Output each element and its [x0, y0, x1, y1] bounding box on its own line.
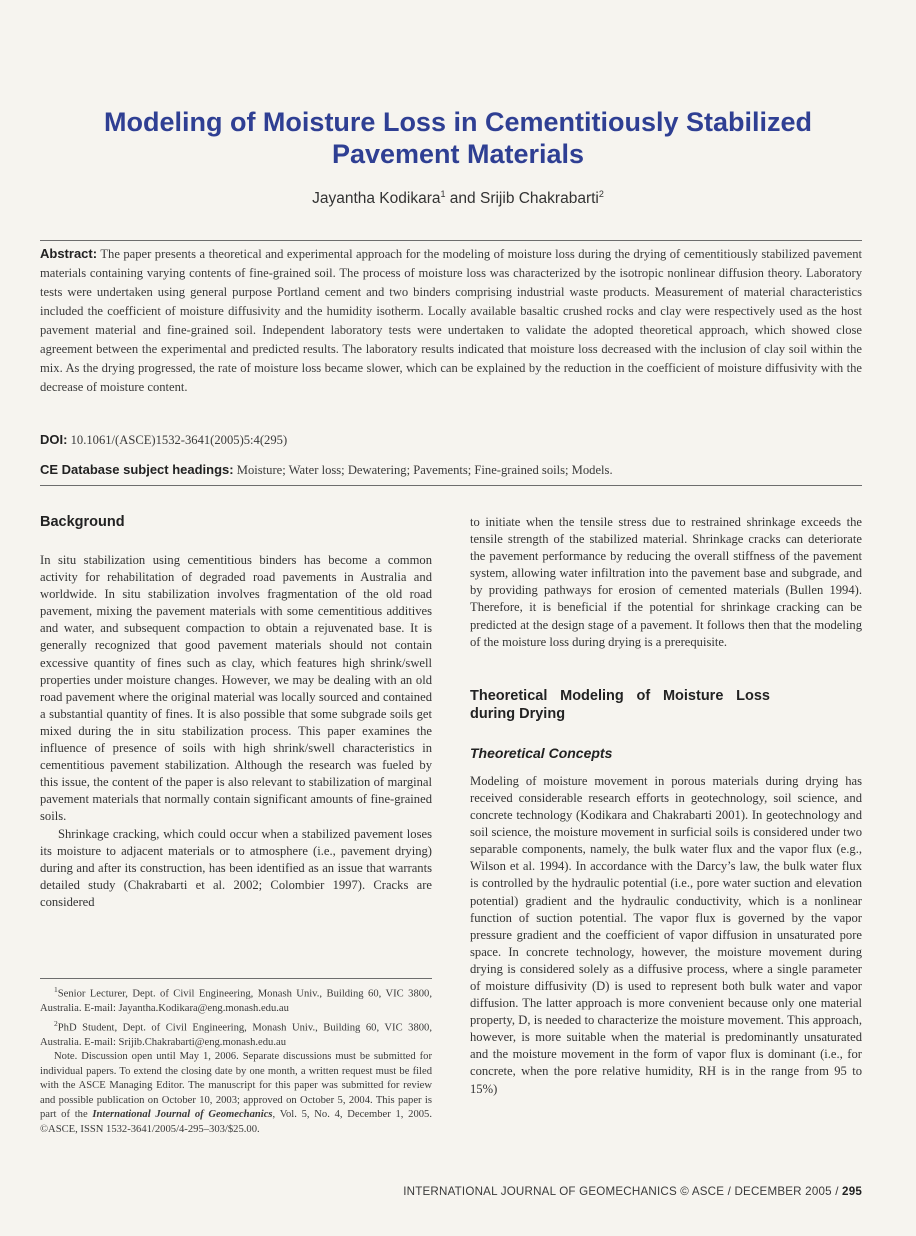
paragraph: Shrinkage cracking, which could occur when a stabilized pavement loses its moisture to adjacent materials or to atmosphere (i.e., pavement drying) during and after its construction, has been identified as an issue that warrants detailed study (Chakrabarti et al. 2002; Colombier 1997). Cracks are considered: [40, 826, 432, 909]
note-text-b: , Vol. 5, No. 4, December 1, 2005. ©ASCE, ISSN 1532-3641/2005/4-295–303/$25.00.: [40, 1109, 432, 1135]
subject-headings-label: CE Database subject headings:: [40, 462, 234, 477]
doi-value: 10.1061/(ASCE)1532-3641(2005)5:4(295): [70, 433, 288, 447]
paragraph: Modeling of moisture movement in porous materials during drying has received considerable research efforts in geotechnology, soil science, and concrete technology (Kodikara and Chakrabarti 2001). In geotechnology and soil science, the moisture movement in surficial soils is considered under two separable components, namely, the bulk water flux and the vapor flux (e.g., Wilson et al. 1994). In accordance with the Darcy’s law, the bulk water flux is controlled by the hydraulic potential (i.e., pore water suction and elevation potential) gradient and the hydraulic conductivity, which is a nonlinear function of suction potential. The vapor flux is governed by the vapor pressure gradient and the coefficient of vapor diffusion in unsaturated pore space. In concrete technology, however, the moisture movement during drying is considered solely as a diffusive process, where a single parameter of moisture diffusivity (D) is used to represent both bulk water and vapor diffusion. The latter approach is more convenient because only one material property, D, is needed to characterize the moisture movement. This approach, however, is more suitable when the material is predominantly unsaturated and the moisture movement in the form of vapor flux is dominant (i.e., for concrete, when the pore relative humidity, RH is in the range from 95 to 15%): [470, 773, 862, 1096]
abstract-label: Abstract:: [40, 246, 98, 261]
footnote-2-mark: 2: [54, 1018, 58, 1028]
footnotes: [40, 983, 432, 1137]
abstract-top-rule: [40, 240, 862, 241]
footer-journal: INTERNATIONAL JOURNAL OF GEOMECHANICS © ASCE / DECEMBER 2005 /: [403, 1185, 843, 1198]
paper-title: Modeling of Moisture Loss in Cementitiously Stabilized Pavement Materials: [103, 107, 813, 169]
discussion-note: [40, 1050, 432, 1137]
abstract-text: The paper presents a theoretical and experimental approach for the modeling of moisture loss during the drying of cementitiously stabilized pavement materials containing varying contents of fine-grained soil. The process of moisture loss was characterized by the isotropic nonlinear diffusion theory. Laboratory tests were undertaken using general purpose Portland cement and two binders comprising industrial waste products. Measurement of material characteristics included the coefficient of moisture diffusivity and the humidity isotherm. Locally available basaltic crushed rocks and clay were respectively used as the host pavement material and fine-grained soil. Independent laboratory tests were undertaken to validate the adopted theoretical approach, which showed close agreement between the experimental and predicted results. The laboratory results indicated that moisture loss decreased with the inclusion of clay soil within the mix. As the drying progressed, the rate of moisture loss became slower, which can be explained by the reduction in the coefficient of moisture diffusivity with the decrease of moisture content.: [40, 247, 863, 394]
footnote-1: [40, 983, 432, 1017]
footnote-2: [40, 1017, 432, 1051]
section-heading-theoretical-modeling: Theoretical Modeling of Moisture Loss during Drying: [470, 687, 770, 722]
abstract-bottom-rule: [40, 485, 862, 486]
left-column: [40, 513, 432, 911]
footnote-rule: [40, 978, 432, 979]
author-2: Srijib Chakrabarti: [479, 190, 599, 208]
subject-headings-value: Moisture; Water loss; Dewatering; Pavements; Fine-grained soils; Models.: [236, 463, 613, 477]
author-1-mark: 1: [440, 189, 446, 199]
paragraph: to initiate when the tensile stress due to restrained shrinkage exceeds the tensile strength of the stabilized material. Shrinkage cracks can deteriorate the pavement performance by reducing the overall stiffness of the pavement system, allowing water infiltration into the pavement base and subgrade, and by providing pathways for erosion of cemented materials (Bullen 1994). Therefore, it is beneficial if the potential for shrinkage cracking can be predicted at the design stage of a pavement. It follows then that the modeling of the moisture loss during drying is a prerequisite.: [470, 515, 862, 649]
page-number: 295: [842, 1185, 862, 1198]
footnote-1-text: Senior Lecturer, Dept. of Civil Engineering, Monash Univ., Building 60, VIC 3800, Australia. E-mail: Jayantha.Kodikara@eng.monash.edu.au: [40, 988, 432, 1015]
footnote-2-text: PhD Student, Dept. of Civil Engineering, Monash Univ., Building 60, VIC 3800, Australia. E-mail: Srijib.Chakrabarti@eng.monash.edu.au: [40, 1022, 432, 1048]
page-footer: [403, 1185, 862, 1198]
author-line: [40, 189, 876, 208]
note-text-a: Note. Discussion open until May 1, 2006. Separate discussions must be submitted for individual papers. To extend the closing date by one month, a written request must be filed with the ASCE Managing Editor. The manuscript for this paper was submitted for review and possible publication on October 10, 2003; approved on October 5, 2004. This paper is part of the: [40, 1051, 432, 1121]
right-column: [470, 514, 862, 1098]
subject-headings: [40, 462, 862, 478]
abstract: [40, 244, 862, 397]
author-joiner: and: [445, 190, 480, 208]
doi: [40, 432, 862, 448]
paragraph: In situ stabilization using cementitious binders has become a common activity for rehabilitation of degraded road pavements in Australia and worldwide. In situ stabilization involves fragmentation of the old road pavement, mixing the pavement materials with some cementitious additives and water, and subsequent compaction to obtain a rejuvenated base. It is generally recognized that good pavement materials should not contain excessive quantity of fines such as clay, which features high shrink/swell properties under moisture changes. However, we may be dealing with an old road pavement where the original material was locally sourced and contained a substantial quantity of fines. It is also possible that some subgrade soils get mixed during the in situ stabilization process. This paper examines the influence of presence of soils with high shrink/swell characteristics in cementitious pavement stabilization. Although the research was fueled by this issue, the content of the paper is also relevant to stabilization of marginal pavement materials that normally contain significant amounts of fine-grained soils.: [40, 553, 432, 824]
footnote-1-mark: 1: [54, 985, 58, 994]
author-2-mark: 2: [598, 189, 604, 199]
author-1: Jayantha Kodikara: [312, 190, 441, 208]
section-heading-background: Background: [40, 514, 125, 530]
doi-label: DOI:: [40, 432, 68, 447]
journal-name: International Journal of Geomechanics: [92, 1109, 273, 1121]
subsection-heading-theoretical-concepts: Theoretical Concepts: [470, 744, 613, 761]
